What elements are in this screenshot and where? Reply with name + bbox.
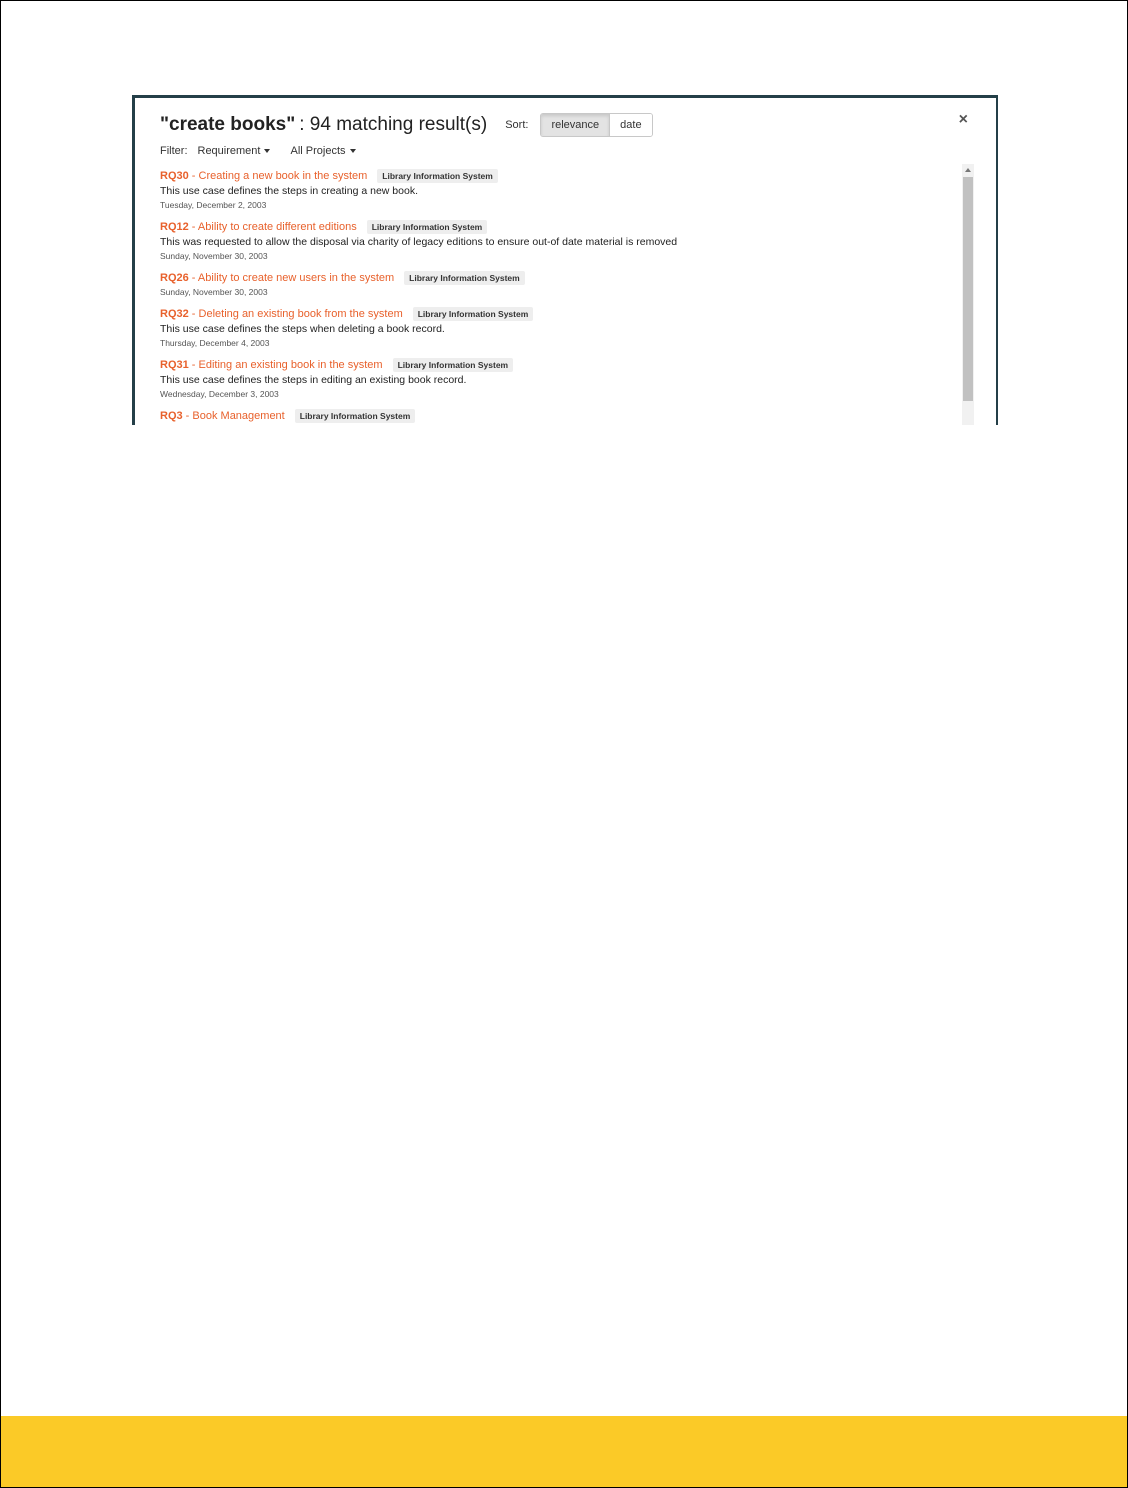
- screenshot-panel: [132, 95, 998, 425]
- result-id: RQ32: [160, 308, 189, 320]
- background-right-edge: [996, 95, 998, 425]
- project-badge: Library Information System: [295, 409, 416, 423]
- result-title: - Book Management: [182, 410, 285, 422]
- result-date: Sunday, November 30, 2003: [160, 287, 268, 297]
- result-date: Tuesday, December 2, 2003: [160, 200, 267, 210]
- sort-label: Sort:: [505, 119, 529, 131]
- result-item: [160, 408, 950, 424]
- result-date: Wednesday, December 3, 2003: [160, 389, 279, 399]
- search-query: "create books": [160, 114, 296, 135]
- project-badge: Library Information System: [404, 271, 525, 285]
- filter-label: Filter:: [160, 145, 188, 157]
- filter-row: [160, 145, 376, 157]
- result-date: Sunday, November 30, 2003: [160, 251, 268, 261]
- project-badge: Library Information System: [367, 220, 488, 234]
- type-filter-value: Requirement: [197, 145, 261, 157]
- result-link[interactable]: [160, 359, 383, 371]
- sort-relevance-button[interactable]: relevance: [541, 114, 609, 136]
- result-link[interactable]: [160, 410, 285, 422]
- result-date: Thursday, December 4, 2003: [160, 338, 270, 348]
- result-id: RQ31: [160, 359, 189, 371]
- sort-toggle: [540, 113, 652, 137]
- background-left-edge: [132, 95, 135, 425]
- results-scrollbar[interactable]: [962, 164, 974, 425]
- result-description: This was requested to allow the disposal via charity of legacy editions to ensure out-of date material is removed: [160, 236, 678, 248]
- result-description: This use case defines the steps in creating a new book.: [160, 185, 418, 197]
- close-icon[interactable]: ×: [958, 111, 968, 128]
- result-id: RQ3: [160, 410, 183, 422]
- result-item: [160, 357, 950, 400]
- caret-down-icon: [350, 149, 356, 153]
- result-link[interactable]: [160, 272, 394, 284]
- scroll-up-arrow-icon[interactable]: [965, 168, 971, 172]
- result-id: RQ12: [160, 221, 189, 233]
- result-title: - Ability to create different editions: [188, 221, 357, 233]
- modal-header: [160, 112, 653, 138]
- footer-bar: [1, 1416, 1127, 1487]
- result-description: This use case defines the steps in editing an existing book record.: [160, 374, 467, 386]
- result-item: [160, 219, 950, 262]
- result-title: - Creating a new book in the system: [188, 170, 368, 182]
- result-title: - Editing an existing book in the system: [188, 359, 383, 371]
- result-item: [160, 306, 950, 349]
- result-title: - Ability to create new users in the system: [188, 272, 395, 284]
- result-title: - Deleting an existing book from the system: [188, 308, 403, 320]
- result-count: : 94 matching result(s): [299, 114, 488, 135]
- result-item: [160, 168, 950, 211]
- result-link[interactable]: [160, 221, 357, 233]
- search-results-modal: [136, 98, 994, 425]
- scrollbar-thumb[interactable]: [963, 177, 973, 401]
- project-badge: Library Information System: [377, 169, 498, 183]
- result-description: This use case defines the steps when deleting a book record.: [160, 323, 445, 335]
- project-badge: Library Information System: [393, 358, 514, 372]
- sort-date-button[interactable]: date: [609, 114, 651, 136]
- project-filter-dropdown[interactable]: [290, 145, 355, 157]
- result-item: [160, 270, 950, 298]
- results-list: [160, 168, 950, 425]
- result-id: RQ30: [160, 170, 189, 182]
- result-id: RQ26: [160, 272, 189, 284]
- project-filter-value: All Projects: [290, 145, 346, 157]
- type-filter-dropdown[interactable]: [198, 145, 271, 157]
- result-link[interactable]: [160, 308, 403, 320]
- project-badge: Library Information System: [413, 307, 534, 321]
- result-link[interactable]: [160, 170, 367, 182]
- caret-down-icon: [264, 149, 270, 153]
